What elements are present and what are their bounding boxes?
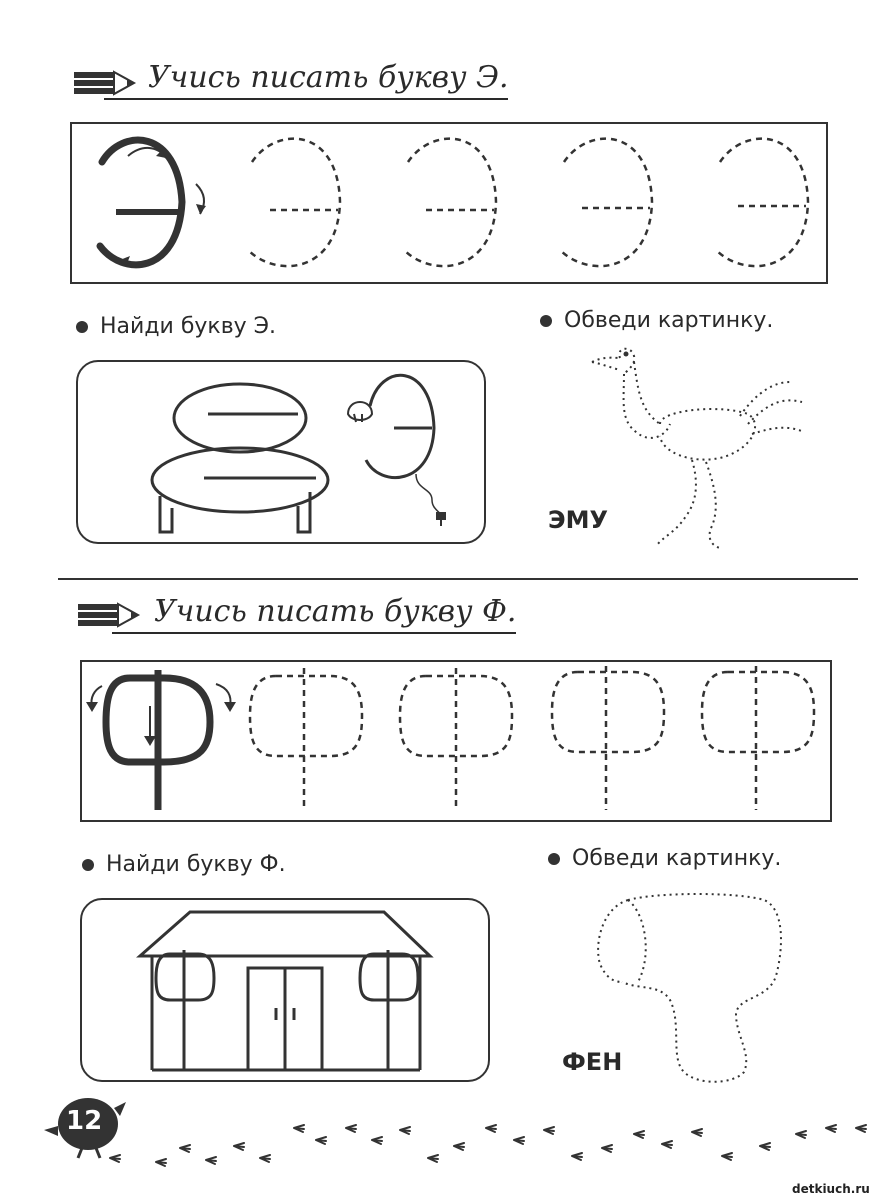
bullet-icon bbox=[82, 859, 94, 871]
hairdryer-word: ФЕН bbox=[562, 1048, 623, 1076]
find-letter-f-instruction bbox=[82, 852, 286, 877]
letter-f-tracing-row bbox=[80, 660, 832, 822]
bullet-icon bbox=[548, 853, 560, 865]
bullet-icon bbox=[540, 315, 552, 327]
emu-tracing-picture bbox=[580, 340, 820, 560]
site-watermark: detkiuch.ru bbox=[792, 1182, 870, 1196]
section-e-title-underline bbox=[104, 98, 508, 100]
bullet-icon bbox=[76, 321, 88, 333]
section-f-title: Учись писать букву Ф. bbox=[154, 594, 517, 629]
find-letter-e-instruction bbox=[76, 314, 276, 339]
pencil-icon bbox=[76, 600, 140, 630]
find-letter-e-picture bbox=[76, 360, 486, 544]
section-divider bbox=[58, 578, 858, 580]
trace-picture-e-instruction bbox=[540, 308, 773, 333]
pencil-icon bbox=[72, 68, 136, 98]
trace-picture-e-text: Обведи картинку. bbox=[564, 308, 774, 333]
section-f-title-underline bbox=[112, 632, 516, 634]
section-e-title: Учись писать букву Э. bbox=[148, 60, 509, 95]
page-number: 12 bbox=[66, 1106, 103, 1136]
find-letter-f-picture bbox=[80, 898, 490, 1082]
find-letter-f-text: Найди букву Ф. bbox=[106, 852, 286, 877]
bird-footprints-decoration bbox=[110, 1110, 870, 1170]
find-letter-e-text: Найди букву Э. bbox=[100, 314, 277, 339]
letter-e-tracing-row bbox=[70, 122, 828, 284]
trace-picture-f-text: Обведи картинку. bbox=[572, 846, 782, 871]
emu-word: ЭМУ bbox=[548, 506, 608, 534]
trace-picture-f-instruction bbox=[548, 846, 781, 871]
